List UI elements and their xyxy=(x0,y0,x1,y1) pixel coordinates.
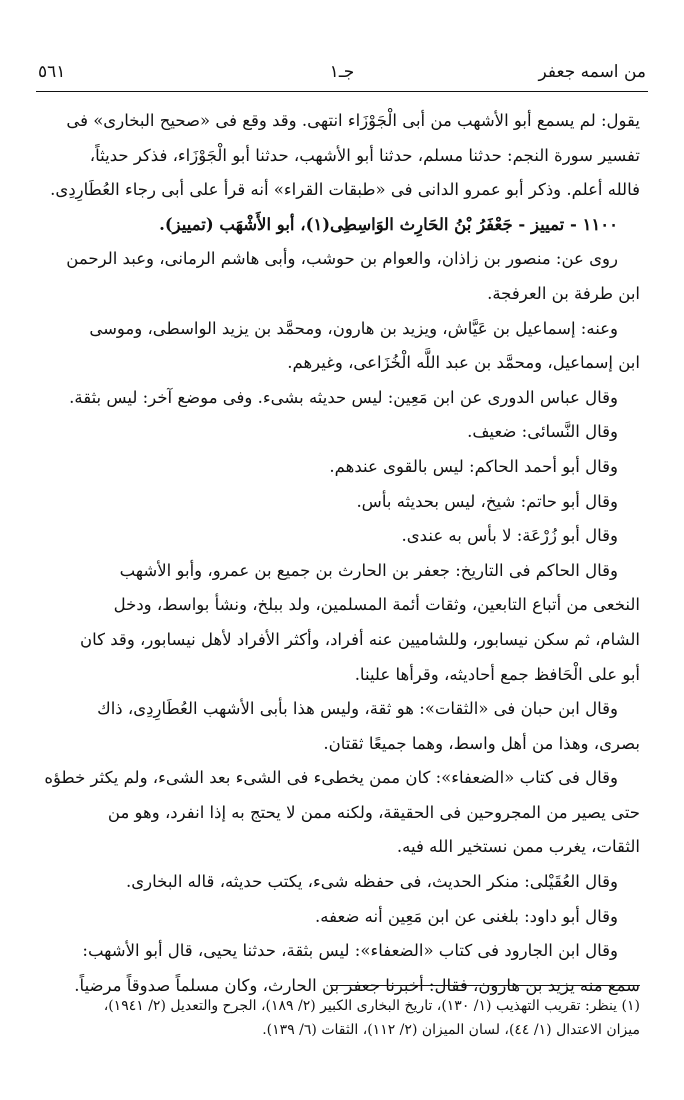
main-text xyxy=(44,104,640,1003)
text-line: يقول: لم يسمع أبو الأشهب من أبى الْجَوْزَاء انتهى. وقد وقع فى «صحيح البخارى» فى xyxy=(66,111,640,130)
text-line: فالله أعلم. وذكر أبو عمرو الدانى فى «طبقات القراء» أنه قرأ على أبى رجاء العُطَارِدِى. xyxy=(50,180,640,200)
text-line: الشام، ثم سكن نيسابور، وللشاميين عنه أفراد، وأكثر الأفراد لأهل نيسابور، وقد كان xyxy=(80,629,640,649)
text-line: النخعى من أتباع التابعين، وثقات أئمة المسلمين، ولد ببلخ، ونشأ بواسط، ودخل xyxy=(113,595,640,615)
text-line: بصرى، وهذا من أهل واسط، وهما جميعًا ثقتان. xyxy=(323,733,640,753)
text-line: وقال أبو أحمد الحاكم: ليس بالقوى عندهم. xyxy=(329,456,618,476)
footnotes xyxy=(44,994,640,1042)
text-line: الثقات، يغرب ممن نستخير الله فيه. xyxy=(396,837,640,857)
text-line: أبو على الْحَافظ جمع أحاديثه، وقرأها علينا. xyxy=(354,664,640,684)
text-line: وقال عباس الدورى عن ابن مَعِين: ليس حديثه بشىء. وفى موضع آخر: ليس بثقة. xyxy=(69,387,618,407)
text-line: وقال فى كتاب «الضعفاء»: كان ممن يخطىء فى الشىء بعد الشىء، ولم يكثر خطؤه xyxy=(44,768,618,788)
footnote-line: ميزان الاعتدال (١/ ٤٤)، لسان الميزان (٢/ ١١٢)، الثقات (٦/ ١٣٩). xyxy=(262,1022,640,1038)
entry-heading: ١١٠٠ - تمييز - جَعْفَرُ بْنُ الحَارِث الوَاسِطِى(١)، أبو الأَشْهَب (تمييز). xyxy=(159,214,618,234)
footnote-divider xyxy=(330,985,640,986)
page-header xyxy=(38,62,646,88)
text-line: تفسير سورة النجم: حدثنا مسلم، حدثنا أبو الأشهب، حدثنا أبو الْجَوْزَاء، فذكر حديثاً، xyxy=(89,145,640,165)
text-line: وعنه: إسماعيل بن عَيَّاش، ويزيد بن هارون، ومحمَّد بن يزيد الواسطى، وموسى xyxy=(89,318,618,338)
text-line: وقال ابن حبان فى «الثقات»: هو ثقة، وليس هذا بأبى الأشهب العُطَارِدِى، ذاك xyxy=(97,699,618,719)
volume-label: جـ١ xyxy=(329,62,355,82)
page-number: ٥٦١ xyxy=(38,62,66,82)
running-title: من اسمه جعفر xyxy=(538,62,646,82)
text-line: روى عن: منصور بن زاذان، والعوام بن حوشب، وأبى هاشم الرمانى، وعبد الرحمن xyxy=(66,249,618,269)
footnote-line: (١) ينظر: تقريب التهذيب (١/ ١٣٠)، تاريخ البخارى الكبير (٢/ ١٨٩)، الجرح والتعديل (٢/ ١٩٤١)، xyxy=(103,998,640,1014)
text-line: حتى يصير من المجروحين فى الحقيقة، ولكنه ممن لا يحتج به إذا انفرد، وهو من xyxy=(107,802,640,822)
text-line: وقال أبو حاتم: شيخ، ليس بحديثه بأس. xyxy=(356,491,618,511)
text-line: وقال النَّسائى: ضعيف. xyxy=(467,422,618,442)
text-line: وقال أبو داود: بلغنى عن ابن مَعِين أنه ضعفه. xyxy=(315,906,618,926)
text-line: وقال الحاكم فى التاريخ: جعفر بن الحارث بن جميع بن عمرو، وأبو الأشهب xyxy=(119,560,618,580)
text-line: سمع منه يزيد بن هارون، فقال: أخبرنا جعفر بن الحارث، وكان مسلماً صدوقاً مرضياً. xyxy=(74,975,640,995)
text-line: ابن طرفة بن العرفجة. xyxy=(487,283,640,303)
text-line: ابن إسماعيل، ومحمَّد بن عبد اللَّه الْخُزَاعى، وغيرهم. xyxy=(287,353,640,373)
text-line: وقال العُقَيْلى: منكر الحديث، فى حفظه شىء، يكتب حديثه، قاله البخارى. xyxy=(126,872,618,892)
text-line: وقال ابن الجارود فى كتاب «الضعفاء»: ليس بثقة، حدثنا يحيى، قال أبو الأشهب: xyxy=(82,941,618,961)
text-line: وقال أبو زُرْعَة: لا بأس به عندى. xyxy=(401,526,618,546)
header-divider xyxy=(36,91,648,92)
